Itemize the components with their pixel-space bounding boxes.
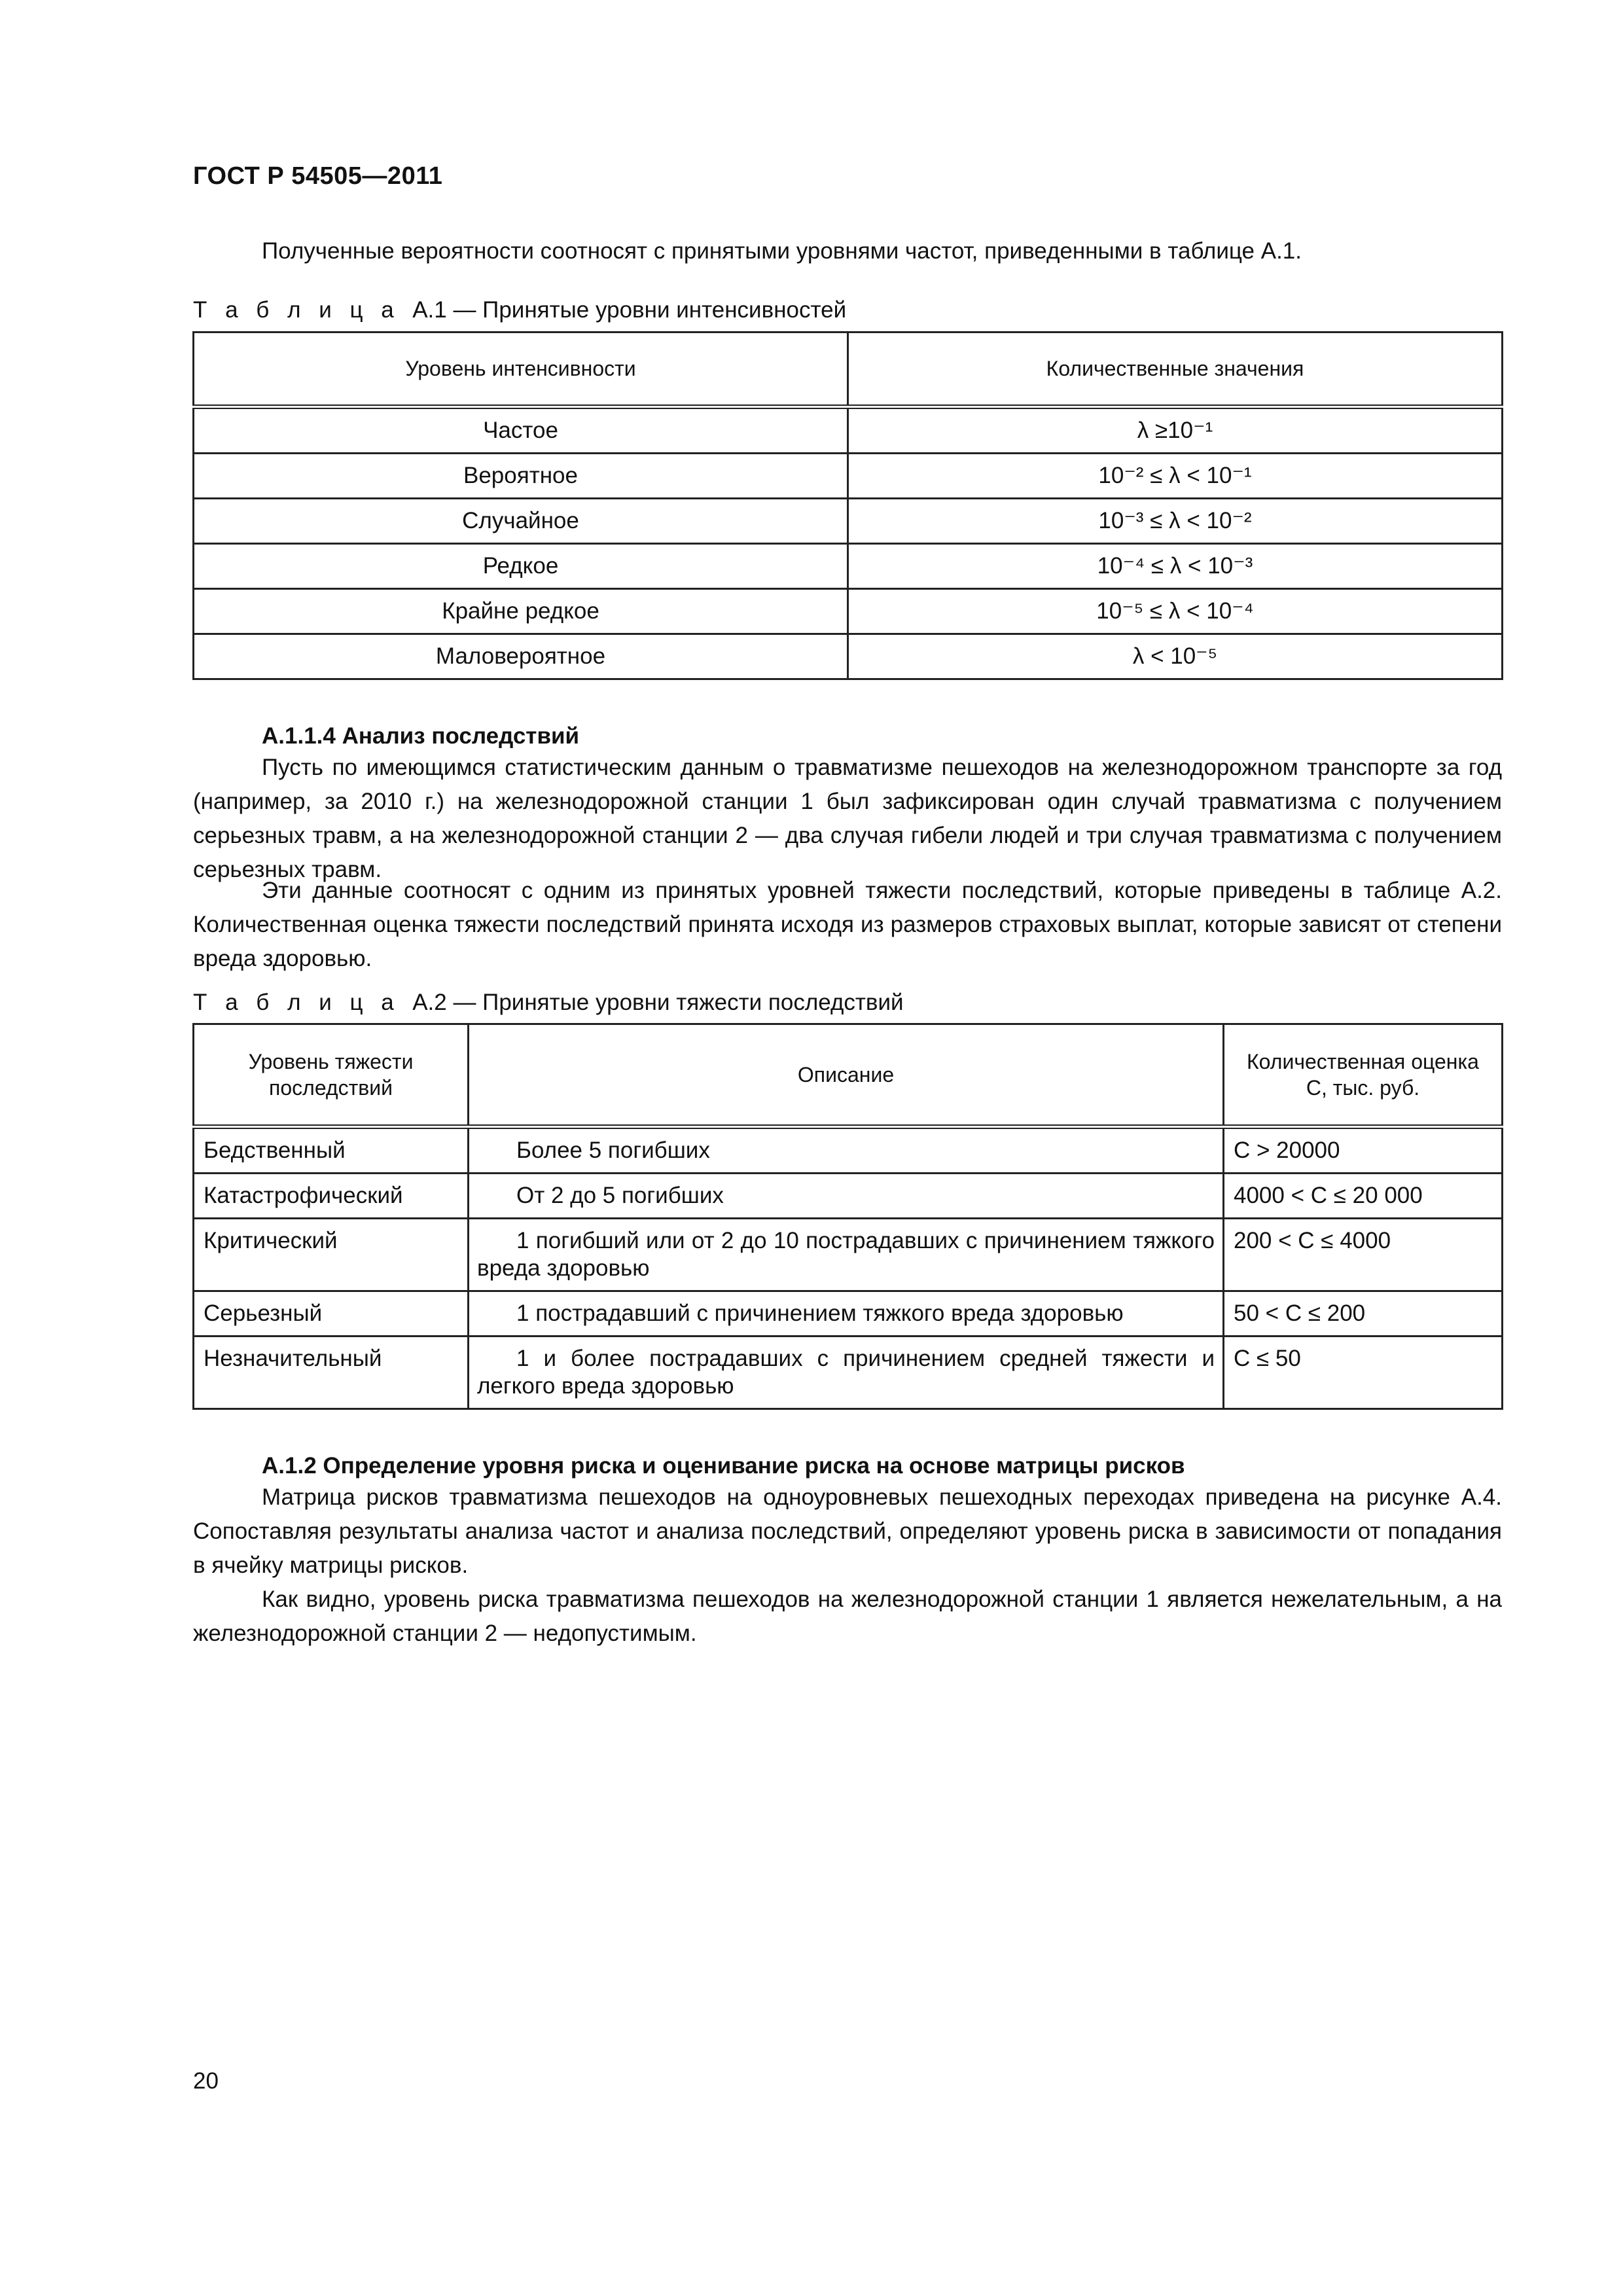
table-a2-header-estimate xyxy=(1224,1024,1503,1127)
table-row xyxy=(194,454,1503,499)
table-a2-description-cell xyxy=(469,1174,1224,1219)
table-a2 xyxy=(192,1023,1503,1410)
section-a12-text-1: Матрица рисков травматизма пешеходов на одноуровневых пешеходных переходах приведена на рисунке А.4. Сопоставляя результаты анализа частот и анализа последствий, определяют уровень риска в зависимости от попадания в ячейку матрицы рисков. xyxy=(193,1484,1502,1578)
table-a2-caption-label: Т а б л и ц а xyxy=(193,990,400,1015)
section-a12-paragraph-2 xyxy=(193,1583,1502,1651)
table-a2-header-level-text: Уровень тяжести последствий xyxy=(248,1050,414,1100)
section-a114-heading: А.1.1.4 Анализ последствий xyxy=(262,723,579,749)
table-row xyxy=(194,589,1503,634)
table-a1-value-cell: 10⁻² ≤ λ < 10⁻¹ xyxy=(848,454,1503,499)
table-row xyxy=(194,407,1503,454)
table-a2-estimate-cell: С > 20000 xyxy=(1224,1127,1503,1174)
table-a2-description-cell xyxy=(469,1336,1224,1409)
table-a2-caption-text: А.2 — Принятые уровни тяжести последствий xyxy=(412,990,904,1015)
table-a2-description-text: Более 5 погибших xyxy=(516,1138,710,1163)
table-a2-description-cell xyxy=(469,1291,1224,1336)
table-a2-level-cell: Незначительный xyxy=(194,1336,469,1409)
table-a2-level-cell: Серьезный xyxy=(194,1291,469,1336)
table-a1-value-cell: λ ≥10⁻¹ xyxy=(848,407,1503,454)
table-a2-caption xyxy=(193,988,904,1017)
section-a12-heading: А.1.2 Определение уровня риска и оценивание риска на основе матрицы рисков xyxy=(262,1453,1185,1479)
table-a2-estimate-cell: 4000 < С ≤ 20 000 xyxy=(1224,1174,1503,1219)
table-a1-caption-text: А.1 — Принятые уровни интенсивностей xyxy=(412,297,847,323)
table-a2-description-text: От 2 до 5 погибших xyxy=(516,1183,724,1208)
table-row xyxy=(194,544,1503,589)
section-a114-text-1: Пусть по имеющимся статистическим данным о травматизме пешеходов на железнодорожном транспорте за год (например, за 2010 г.) на железнодорожной станции 1 был зафиксирован один случай травматизма с получением серьезных травм, а на железнодорожной станции 2 — два случая гибели людей и три случая травматизма с получением серьезных травм. xyxy=(193,755,1502,882)
table-row xyxy=(194,1219,1503,1291)
table-a1-header-level: Уровень интенсивности xyxy=(194,332,848,407)
intro-text: Полученные вероятности соотносят с принятыми уровнями частот, приведенными в таблице А.1. xyxy=(262,238,1302,264)
table-a2-header-estimate-line2: С, тыс. руб. xyxy=(1306,1076,1420,1100)
table-a1-value-cell: λ < 10⁻⁵ xyxy=(848,634,1503,679)
table-a2-description-text: 1 пострадавший с причинением тяжкого вреда здоровью xyxy=(516,1300,1124,1326)
table-a2-description-cell xyxy=(469,1219,1224,1291)
table-a2-description-cell xyxy=(469,1127,1224,1174)
table-a2-level-cell: Критический xyxy=(194,1219,469,1291)
table-a2-header-level xyxy=(194,1024,469,1127)
table-a2-description-text: 1 погибший или от 2 до 10 пострадавших с причинением тяжкого вреда здоровью xyxy=(477,1228,1215,1281)
section-a114-text-2: Эти данные соотносят с одним из принятых уровней тяжести последствий, которые приведены в таблице А.2. Количественная оценка тяжести последствий принята исходя из размеров страховых выплат, которые зависят от степени вреда здоровью. xyxy=(193,878,1502,971)
section-a12-paragraph-1 xyxy=(193,1480,1502,1583)
table-a2-description-text: 1 и более пострадавших с причинением средней тяжести и легкого вреда здоровью xyxy=(477,1346,1215,1399)
table-a1-caption-label: Т а б л и ц а xyxy=(193,297,400,323)
table-a1 xyxy=(192,331,1503,680)
table-a2-level-cell: Бедственный xyxy=(194,1127,469,1174)
intro-paragraph xyxy=(193,234,1502,268)
table-a1-level-cell: Случайное xyxy=(194,499,848,544)
table-a1-header-row xyxy=(194,332,1503,407)
table-row xyxy=(194,1174,1503,1219)
section-a114-paragraph-2 xyxy=(193,874,1502,976)
document-header-title: ГОСТ Р 54505—2011 xyxy=(193,162,443,190)
section-a12-text-2: Как видно, уровень риска травматизма пешеходов на железнодорожной станции 1 является нежелательным, а на железнодорожной станции 2 — недопустимым. xyxy=(193,1587,1502,1646)
table-a1-caption xyxy=(193,296,846,325)
table-a1-value-cell: 10⁻⁵ ≤ λ < 10⁻⁴ xyxy=(848,589,1503,634)
page-number: 20 xyxy=(193,2068,219,2094)
table-a1-level-cell: Маловероятное xyxy=(194,634,848,679)
table-row xyxy=(194,634,1503,679)
table-a2-header-description: Описание xyxy=(469,1024,1224,1127)
table-row xyxy=(194,1336,1503,1409)
table-a2-header-estimate-line1: Количественная оценка xyxy=(1247,1050,1479,1073)
table-a1-header-value: Количественные значения xyxy=(848,332,1503,407)
table-row xyxy=(194,499,1503,544)
table-a1-level-cell: Редкое xyxy=(194,544,848,589)
table-a1-level-cell: Вероятное xyxy=(194,454,848,499)
table-a2-level-cell: Катастрофический xyxy=(194,1174,469,1219)
table-row xyxy=(194,1127,1503,1174)
table-a2-estimate-cell: С ≤ 50 xyxy=(1224,1336,1503,1409)
table-a1-level-cell: Крайне редкое xyxy=(194,589,848,634)
table-a1-value-cell: 10⁻³ ≤ λ < 10⁻² xyxy=(848,499,1503,544)
table-a2-estimate-cell: 50 < С ≤ 200 xyxy=(1224,1291,1503,1336)
section-a114-paragraph-1 xyxy=(193,751,1502,887)
table-a1-level-cell: Частое xyxy=(194,407,848,454)
table-a2-header-row xyxy=(194,1024,1503,1127)
table-row xyxy=(194,1291,1503,1336)
table-a1-value-cell: 10⁻⁴ ≤ λ < 10⁻³ xyxy=(848,544,1503,589)
table-a2-estimate-cell: 200 < С ≤ 4000 xyxy=(1224,1219,1503,1291)
